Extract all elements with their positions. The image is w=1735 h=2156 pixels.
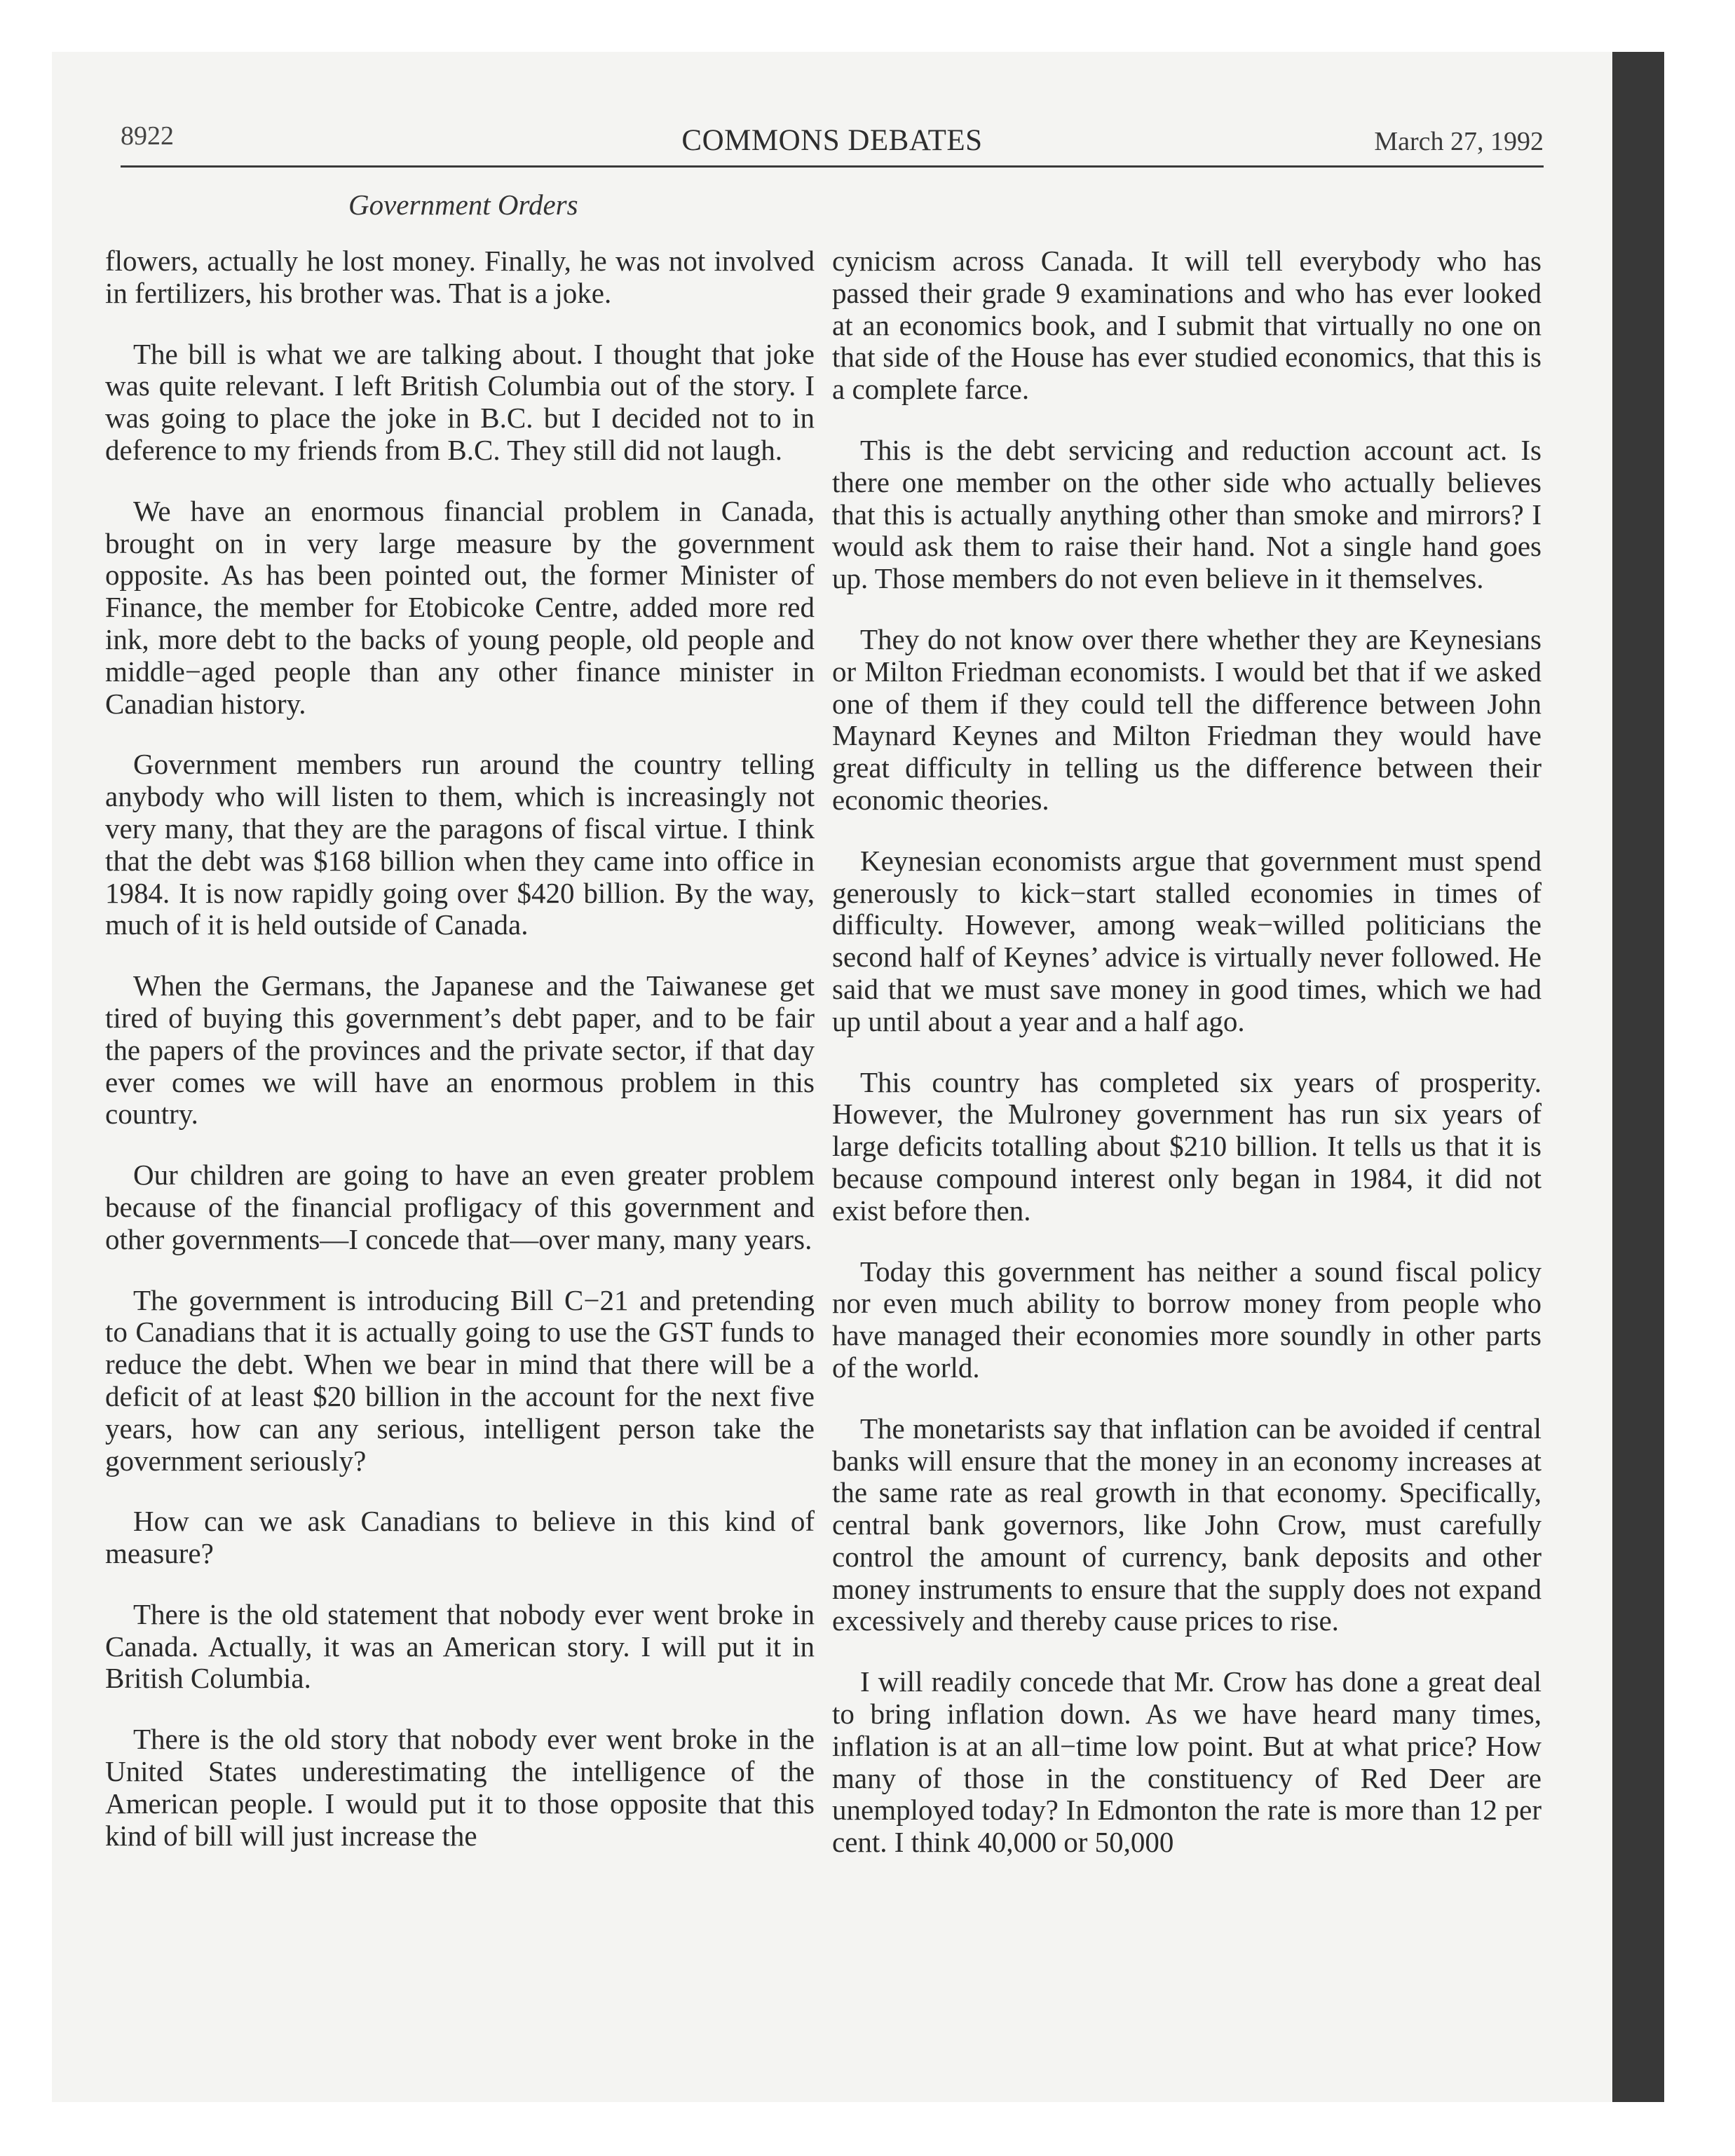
left-column [105,245,815,1881]
paragraph: We have an enormous financial problem in Canada, brought on in very large measure by the government opposite. As has been pointed out, the former Minister of Finance, the member for Etobicoke Centre, added more red ink, more debt to the backs of young people, old people and middle−aged people than any other finance minister in Canadian history. [105,494,815,720]
page-header [121,111,1544,167]
publication-date: March 27, 1992 [1374,127,1544,156]
paragraph: cynicism across Canada. It will tell everybody who has passed their grade 9 examinations and who has ever looked at an economics book, and I submit that virtually no one on that side of the House has ever studied economics, that this is a complete farce. [832,245,1542,406]
publication-title: COMMONS DEBATES [681,124,983,157]
paragraph: There is the old statement that nobody ever went broke in Canada. Actually, it was an American story. I will put it in British Columbia. [105,1597,815,1695]
paragraph: They do not know over there whether they are Keynesians or Milton Friedman economists. I would bet that if we asked one of them if they could tell the difference between John Maynard Keynes and Milton Friedman they would have great difficulty in telling us the difference between their economic theories. [832,622,1542,816]
paragraph: Our children are going to have an even greater problem because of the financial profligacy of this government and other governments—I concede that—over many, many years. [105,1159,815,1255]
paragraph: How can we ask Canadians to believe in this kind of measure? [105,1505,815,1570]
paragraph: I will readily concede that Mr. Crow has done a great deal to bring inflation down. As we have heard many times, inflation is at an all−time low point. But at what price? How many of those in the constituency of Red Deer are unemployed today? In Edmonton the rate is more than 12 per cent. I think 40,000 or 50,000 [832,1665,1542,1859]
scan-edge-shadow [1612,52,1664,2102]
paragraph: This country has completed six years of prosperity. However, the Mulroney government has run six years of large deficits totalling about $210 billion. It tells us that it is because compound interest only began in 1984, it did not exist before then. [832,1065,1542,1227]
page-number: 8922 [121,121,174,151]
right-column [832,245,1542,1888]
paragraph: The monetarists say that inflation can be avoided if central banks will ensure that the money in an economy increases at the same rate as real growth in that economy. Specifically, central bank governors, like John Crow, must carefully control the amount of currency, bank deposits and other money instruments to ensure that the supply does not expand excessively and thereby cause prices to rise. [832,1412,1542,1637]
paragraph: The government is introducing Bill C−21 and pretending to Canadians that it is actually going to use the GST funds to reduce the debt. When we bear in mind that there will be a deficit of at least $20 billion in the account for the next five years, how can any serious, intelligent person take the government seriously? [105,1283,815,1477]
paragraph: When the Germans, the Japanese and the Taiwanese get tired of buying this government’s debt paper, and to be fair the papers of the provinces and the private sector, if that day ever comes we will have an enormous problem in this country. [105,969,815,1131]
paragraph: Keynesian economists argue that government must spend generously to kick−start stalled economies in times of difficulty. However, among weak−willed politicians the second half of Keynes’ advice is virtually never followed. He said that we must save money in good times, which we had up until about a year and a half ago. [832,844,1542,1037]
paragraph: Today this government has neither a sound fiscal policy nor even much ability to borrow money from people who have managed their economies more soundly in other parts of the world. [832,1255,1542,1384]
section-label: Government Orders [348,189,578,221]
paragraph: There is the old story that nobody ever went broke in the United States underestimating the intelligence of the American people. I would put it to those opposite that this kind of bill will just increase the [105,1723,815,1852]
paragraph: flowers, actually he lost money. Finally, he was not involved in fertilizers, his brother was. That is a joke. [105,245,815,309]
header-rule [121,165,1544,168]
paragraph: Government members run around the country telling anybody who will listen to them, which is increasingly not very many, that they are the paragons of fiscal virtue. I think that the debt was $168 billion when they came into office in 1984. It is now rapidly going over $420 billion. By the way, much of it is held outside of Canada. [105,748,815,941]
paragraph: This is the debt servicing and reduction account act. Is there one member on the other side who actually believes that this is actually anything other than smoke and mirrors? I would ask them to raise their hand. Not a single hand goes up. Those members do not even believe in it themselves. [832,433,1542,595]
paragraph: The bill is what we are talking about. I thought that joke was quite relevant. I left British Columbia out of the story. I was going to place the joke in B.C. but I decided not to in deference to my friends from B.C. They still did not laugh. [105,337,815,466]
